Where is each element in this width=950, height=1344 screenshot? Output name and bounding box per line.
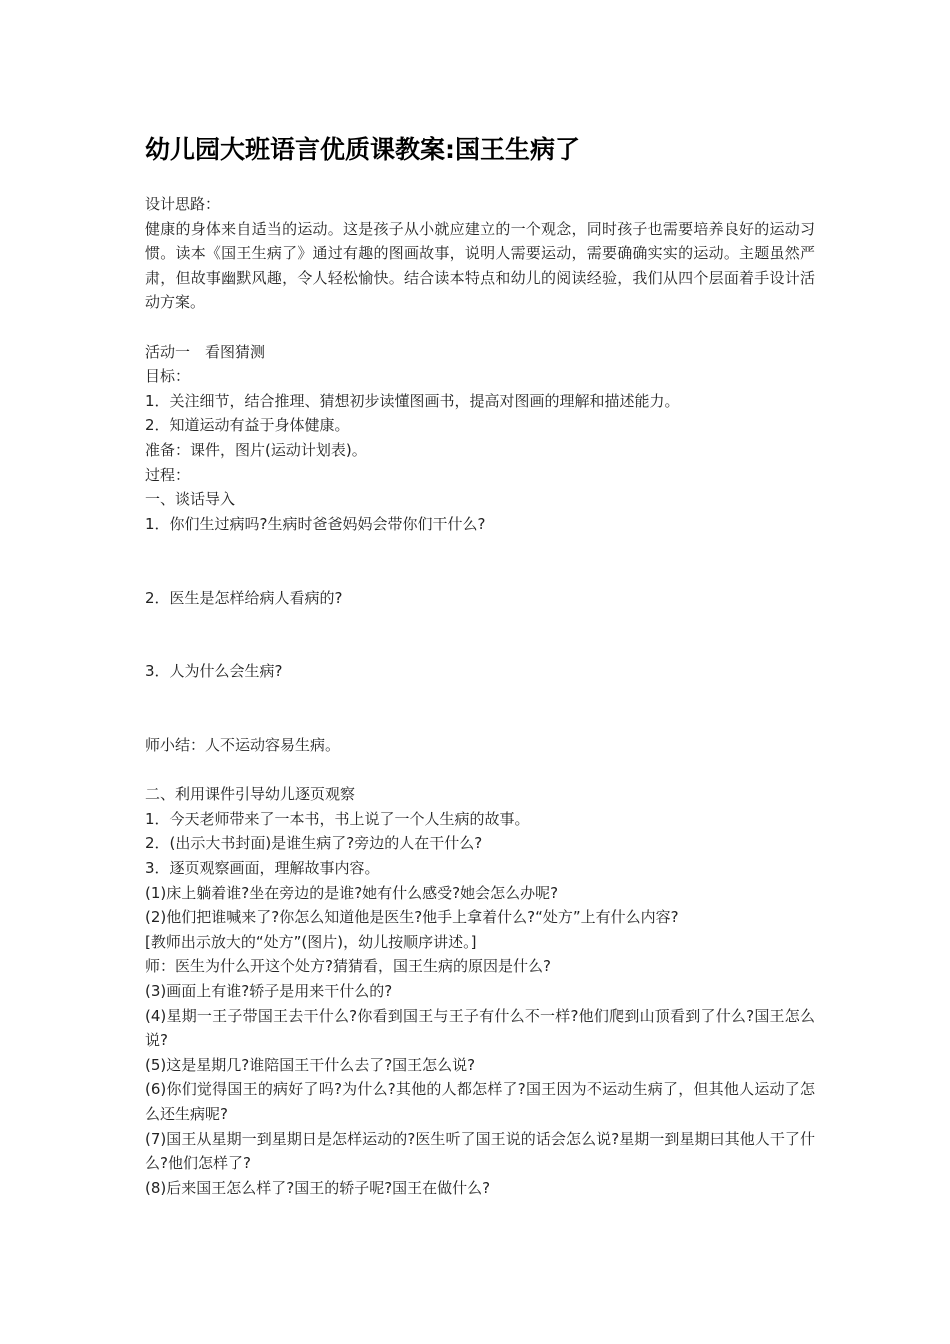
goal-item: 1．关注细节，结合推理、猜想初步读懂图画书，提高对图画的理解和描述能力。	[145, 391, 680, 410]
list-item: 2．(出示大书封面)是谁生病了?旁边的人在干什么?	[145, 834, 483, 853]
section-heading: 二、利用课件引导幼儿逐页观察	[145, 785, 356, 804]
activity-heading: 活动一 看图猜测	[145, 342, 266, 361]
list-item: (6)你们觉得国王的病好了吗?为什么?其他的人都怎样了?国王因为不运动生病了，但其他人运动了怎么还生病呢?	[145, 1080, 815, 1123]
list-item: 师：医生为什么开这个处方?猜猜看，国王生病的原因是什么?	[145, 957, 551, 976]
process-label: 过程：	[145, 465, 191, 484]
preparation-text: 准备：课件，图片(运动计划表)。	[145, 440, 367, 459]
design-heading: 设计思路：	[145, 195, 221, 213]
question-item: 3．人为什么会生病?	[145, 662, 283, 681]
spacer	[145, 684, 815, 733]
spacer	[145, 315, 815, 340]
summary-text: 师小结：人不运动容易生病。	[145, 736, 341, 755]
goals-label: 目标：	[145, 367, 191, 386]
list-item: (8)后来国王怎么样了?国王的轿子呢?国王在做什么?	[145, 1178, 491, 1197]
list-item: (3)画面上有谁?轿子是用来干什么的?	[145, 982, 393, 1000]
document-title: 幼儿园大班语言优质课教案:国王生病了	[145, 135, 580, 164]
list-item: [教师出示放大的“处方”(图片)，幼儿按顺序讲述。]	[145, 932, 477, 951]
question-item: 2．医生是怎样给病人看病的?	[145, 588, 343, 607]
goal-item: 2．知道运动有益于身体健康。	[145, 416, 350, 435]
list-item: 1．今天老师带来了一本书，书上说了一个人生病的故事。	[145, 809, 530, 828]
section-heading: 一、谈话导入	[145, 490, 236, 509]
list-item: (5)这是星期几?谁陪国王干什么去了?国王怎么说?	[145, 1055, 476, 1074]
question-item: 1．你们生过病吗?生病时爸爸妈妈会带你们干什么?	[145, 514, 486, 533]
list-item: 3．逐页观察画面，理解故事内容。	[145, 859, 380, 878]
list-item: (4)星期一王子带国王去干什么?你看到国王与王子有什么不一样?他们爬到山顶看到了什么?国王怎么说?	[145, 1006, 815, 1050]
design-paragraph: 健康的身体来自适当的运动。这是孩子从小就应建立的一个观念，同时孩子也需要培养良好的运动习惯。读本《国王生病了》通过有趣的图画故事，说明人需要运动，需要确确实实的运动。主题虽然严肃，但故事幽默风趣，令人轻松愉快。结合读本特点和幼儿的阅读经验，我们从四个层面着手设计活动方案。	[145, 219, 815, 312]
spacer	[145, 758, 815, 783]
document-body	[145, 192, 815, 1200]
list-item: (7)国王从星期一到星期日是怎样运动的?医生听了国王说的话会怎么说?星期一到星期曰其他人干了什么?他们怎样了?	[145, 1129, 815, 1173]
list-item: (1)床上躺着谁?坐在旁边的是谁?她有什么感受?她会怎么办呢?	[145, 883, 559, 902]
spacer	[145, 536, 815, 585]
list-item: (2)他们把谁喊来了?你怎么知道他是医生?他手上拿着什么?“处方”上有什么内容?	[145, 908, 679, 927]
spacer	[145, 610, 815, 659]
